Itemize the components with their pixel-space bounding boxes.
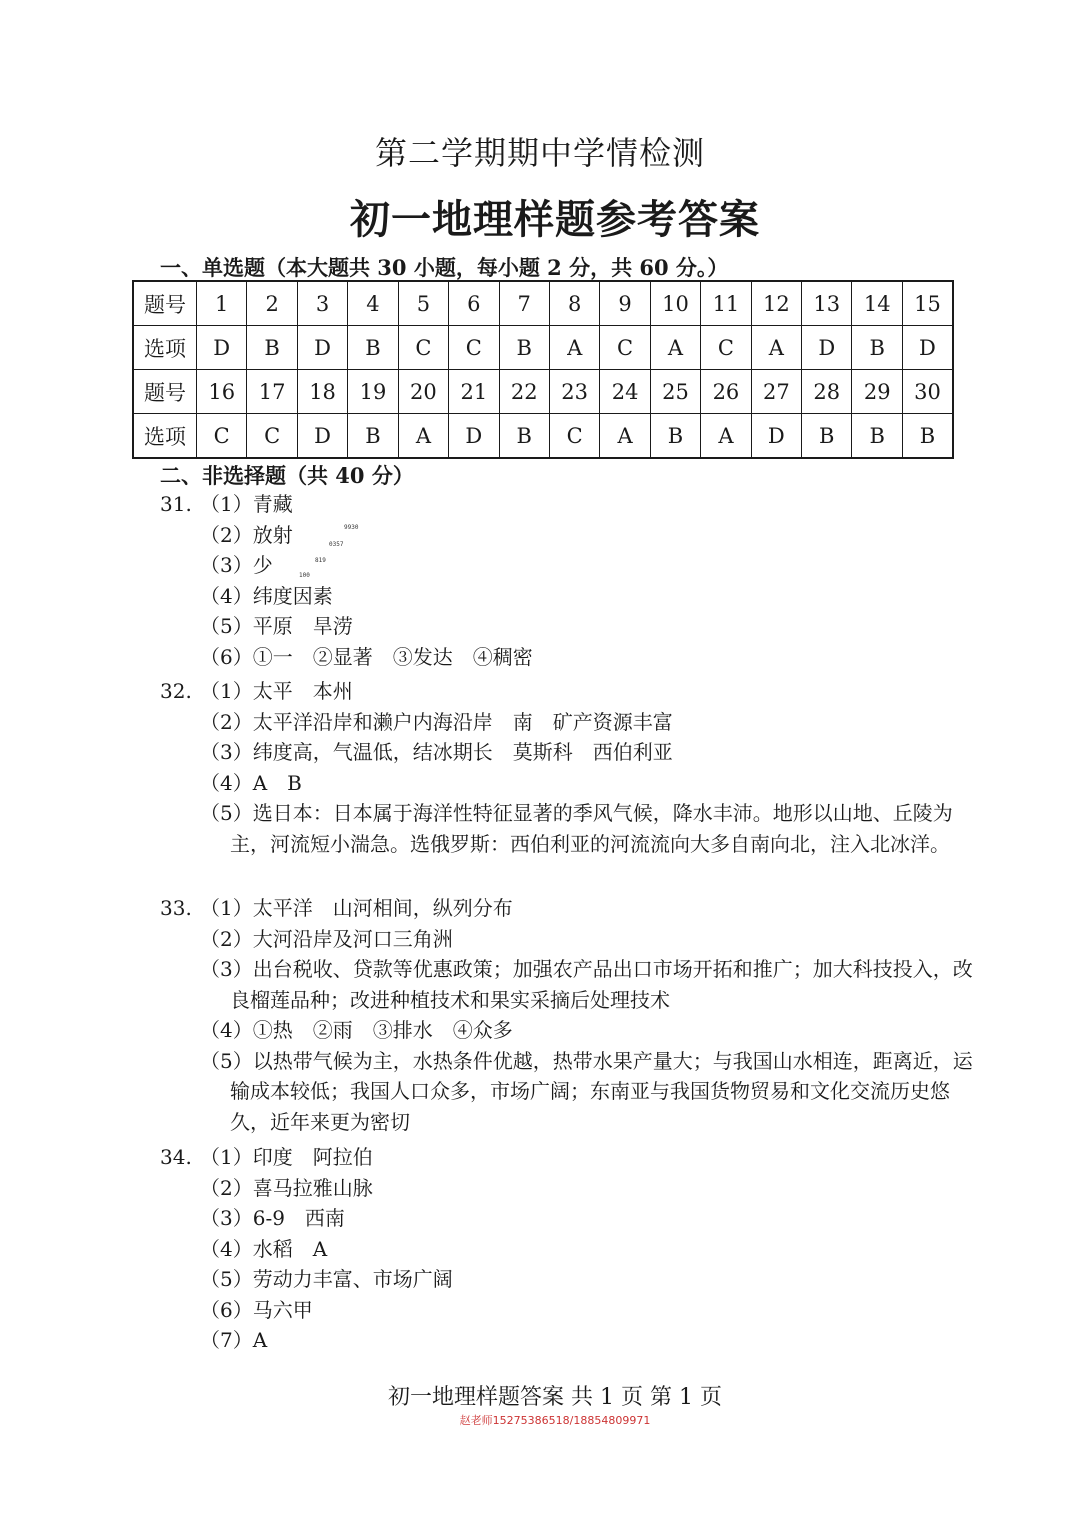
question-number-cell: 20: [398, 370, 448, 414]
answer-cell: C: [549, 414, 599, 459]
answer-cell: B: [650, 414, 700, 459]
question-number: 31.: [160, 492, 192, 516]
answer-line: （3）少: [200, 553, 273, 577]
scan-artifact: 100: [299, 572, 310, 579]
watermark: 赵老师15275386518/18854809971: [459, 1414, 651, 1427]
exam-title: 第二学期期中学情检测: [374, 134, 705, 172]
answer-cell: C: [398, 326, 448, 370]
question-number-cell: 19: [348, 370, 398, 414]
answer-line: （1）太平洋 山河相间，纵列分布: [200, 896, 513, 920]
question-number-cell: 27: [751, 370, 801, 414]
answer-line: （4）纬度因素: [200, 583, 333, 608]
answer-cell: A: [701, 414, 751, 459]
answer-cell: D: [751, 414, 801, 459]
answer-cell: B: [902, 414, 953, 459]
question-number-cell: 24: [600, 370, 650, 414]
question-number-cell: 21: [449, 370, 499, 414]
question-number-cell: 18: [297, 370, 347, 414]
table-row-numbers-1: [133, 281, 953, 326]
answer-cell: D: [802, 326, 852, 370]
answer-cell: B: [499, 414, 549, 459]
answer-line: （5）以热带气候为主，水热条件优越，热带水果产量大；与我国山水相连，距离近，运输成本较低；我国人口众多，市场广阔；东南亚与我国货物贸易和文化交流历史悠久，近年来更为密切: [200, 1048, 973, 1134]
answer-line: （4）A B: [200, 770, 302, 795]
row-label-answer: 选项: [133, 414, 197, 459]
question-number-cell: 6: [449, 281, 499, 326]
table-row-answers-1: [133, 326, 953, 370]
question-number-cell: 25: [650, 370, 700, 414]
answer-line: （2）大河沿岸及河口三角洲: [200, 926, 453, 951]
answer-cell: D: [197, 326, 247, 370]
answer-line: （5）选日本：日本属于海洋性特征显著的季风气候，降水丰沛。地形以山地、丘陵为主，河流短小湍急。选俄罗斯：西伯利亚的河流流向大多自南向北，注入北冰洋。: [200, 801, 953, 856]
answer-cell: C: [600, 326, 650, 370]
answer-cell: B: [852, 414, 902, 459]
answer-line: （6）马六甲: [200, 1297, 313, 1322]
answer-cell: C: [701, 326, 751, 370]
question-number-cell: 3: [297, 281, 347, 326]
scan-artifact: 0357: [329, 541, 344, 548]
question-number-cell: 30: [902, 370, 953, 414]
page-footer: 初一地理样题答案 共 1 页 第 1 页: [388, 1385, 722, 1410]
question-number-cell: 12: [751, 281, 801, 326]
question-32: [160, 676, 960, 859]
section-2-heading: 二、非选择题（共 40 分）: [160, 463, 414, 488]
answer-cell: A: [751, 326, 801, 370]
question-number-cell: 10: [650, 281, 700, 326]
answer-table: [132, 280, 954, 459]
question-number: 33.: [160, 896, 192, 920]
question-33: [160, 893, 973, 1137]
table-row-numbers-2: [133, 370, 953, 414]
answer-line: （1）太平 本州: [200, 679, 353, 703]
question-number-cell: 11: [701, 281, 751, 326]
answer-cell: B: [247, 326, 297, 370]
question-number-cell: 22: [499, 370, 549, 414]
question-number-cell: 29: [852, 370, 902, 414]
answer-line: （4）水稻 A: [200, 1236, 328, 1261]
question-number-cell: 1: [197, 281, 247, 326]
question-number: 32.: [160, 679, 192, 703]
question-number-cell: 15: [902, 281, 953, 326]
question-number-cell: 23: [549, 370, 599, 414]
answer-cell: D: [902, 326, 953, 370]
question-number-cell: 8: [549, 281, 599, 326]
question-number-cell: 26: [701, 370, 751, 414]
table-row-answers-2: [133, 414, 953, 459]
answer-cell: C: [247, 414, 297, 459]
answer-line: （4）①热 ②雨 ③排水 ④众多: [200, 1018, 513, 1042]
answer-line: （1）印度 阿拉伯: [200, 1145, 373, 1169]
answer-cell: B: [802, 414, 852, 459]
answer-cell: C: [449, 326, 499, 370]
question-number-cell: 16: [197, 370, 247, 414]
answer-cell: D: [297, 326, 347, 370]
question-number-cell: 5: [398, 281, 448, 326]
answer-cell: A: [600, 414, 650, 459]
scan-artifact: 9930: [344, 524, 359, 531]
question-number: 34.: [160, 1145, 192, 1169]
answer-cell: B: [348, 414, 398, 459]
question-34: [160, 1142, 960, 1356]
question-number-cell: 14: [852, 281, 902, 326]
scan-artifact: 819: [315, 557, 326, 564]
section-1-heading: 一、单选题（本大题共 30 小题，每小题 2 分，共 60 分。）: [160, 255, 729, 280]
row-label-number: 题号: [133, 281, 197, 326]
question-number-cell: 2: [247, 281, 297, 326]
question-number-cell: 28: [802, 370, 852, 414]
answer-line: （3）6-9 西南: [200, 1206, 345, 1230]
answer-line: （5）劳动力丰富、市场广阔: [200, 1267, 453, 1291]
answer-cell: D: [297, 414, 347, 459]
question-31: [160, 489, 960, 672]
answer-cell: B: [852, 326, 902, 370]
answer-line: （2）放射: [200, 522, 293, 547]
answer-cell: D: [449, 414, 499, 459]
document-title: 初一地理样题参考答案: [350, 196, 760, 243]
question-number-cell: 13: [802, 281, 852, 326]
answer-cell: B: [499, 326, 549, 370]
row-label-answer: 选项: [133, 326, 197, 370]
answer-line: （3）出台税收、贷款等优惠政策；加强农产品出口市场开拓和推广；加大科技投入，改良榴莲品种；改进种植技术和果实采摘后处理技术: [200, 957, 973, 1012]
row-label-number: 题号: [133, 370, 197, 414]
answer-line: （3）纬度高，气温低，结冰期长 莫斯科 西伯利亚: [200, 740, 673, 764]
answer-cell: A: [549, 326, 599, 370]
question-number-cell: 4: [348, 281, 398, 326]
answer-line: （2）喜马拉雅山脉: [200, 1175, 373, 1200]
question-number-cell: 9: [600, 281, 650, 326]
answer-line: （1）青藏: [200, 492, 293, 516]
answer-line: （2）太平洋沿岸和濑户内海沿岸 南 矿产资源丰富: [200, 709, 673, 734]
answer-line: （7）A: [200, 1328, 268, 1352]
question-number-cell: 7: [499, 281, 549, 326]
answer-cell: A: [650, 326, 700, 370]
answer-cell: B: [348, 326, 398, 370]
answer-cell: A: [398, 414, 448, 459]
answer-cell: C: [197, 414, 247, 459]
question-number-cell: 17: [247, 370, 297, 414]
answer-line: （5）平原 旱涝: [200, 614, 353, 638]
answer-line: （6）①一 ②显著 ③发达 ④稠密: [200, 644, 533, 669]
